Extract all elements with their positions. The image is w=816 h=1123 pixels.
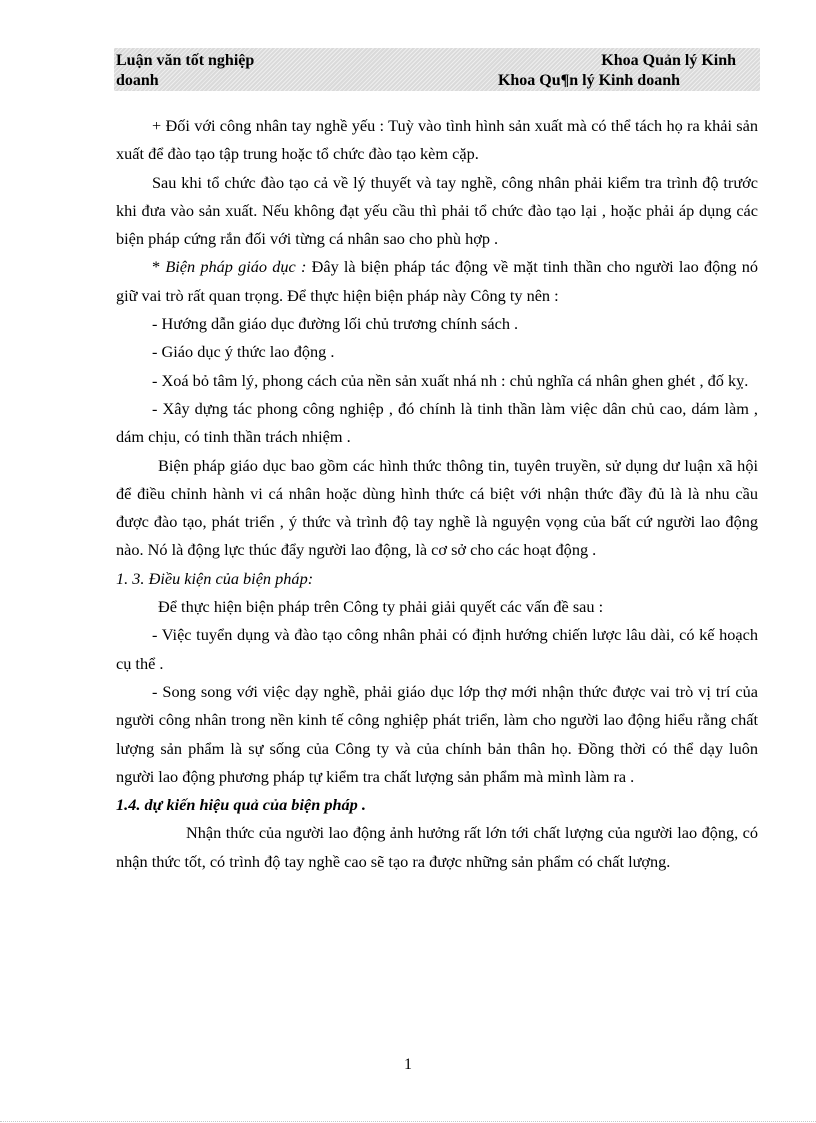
paragraph-expected-results: Nhận thức của người lao động ảnh hưởng rất lớn tới chất lượng của người lao động, có nhận thức tốt, có trình độ tay nghề cao sẽ tạo ra được những sản phẩm có chất lượng. <box>116 823 758 871</box>
list-item-recruitment: - Việc tuyển dụng và đào tạo công nhân phải có định hướng chiến lược lâu dài, có kế hoạch cụ thể . <box>116 625 758 673</box>
paragraph-education-forms: Biện pháp giáo dục bao gồm các hình thức thông tin, tuyên truyền, sử dụng dư luận xã hội để điều chỉnh hành vi cá nhân hoặc dùng hình thức cá biệt với nhận thức đầy đủ là là nhu cầu được đào tạo, phát triển , ý thức và trình độ tay nghề là nguyện vọng của bất cứ người lao động nào. Nó là động lực thúc đẩy người lao động, là cơ sở cho các hoạt động . <box>116 455 758 560</box>
paragraph-after-training: Sau khi tổ chức đào tạo cả về lý thuyết và tay nghề, công nhân phải kiểm tra trình độ trước khi đưa vào sản xuất. Nếu không đạt yếu cầu thì phải tổ chức đào tạo lại , hoặc phải áp dụng các biện pháp cứng rắn đối với từng cá nhân sao cho phù hợp . <box>116 172 758 249</box>
paragraph-conditions-intro: Để thực hiện biện pháp trên Công ty phải giải quyết các vấn đề sau : <box>158 597 604 617</box>
paragraph-weak-workers: + Đối với công nhân tay nghề yếu : Tuỳ vào tình hình sản xuất mà có thể tách họ ra khải sản xuất để đào tạo tập trung hoặc tổ chức đào tạo kèm cặp. <box>116 116 758 164</box>
page-number: 1 <box>404 1056 412 1073</box>
education-measure-text: Đây là biện pháp tác động về mặt tinh thần cho người lao động nó giữ vai trò rất quan trọng. Để thực hiện biện pháp này Công ty nên : <box>116 257 758 305</box>
document-body <box>116 112 758 876</box>
header-right-line1: Khoa Quản lý Kinh <box>601 52 736 69</box>
page-header <box>114 48 760 91</box>
section-heading-conditions: 1. 3. Điều kiện của biện pháp: <box>116 568 314 588</box>
list-item-labor-awareness: - Giáo dục ý thức lao động . <box>152 342 335 362</box>
bullet-star: * <box>152 257 166 277</box>
header-left-line1: Luận văn tốt nghiệp <box>116 52 255 69</box>
page-bottom-divider <box>0 1121 816 1122</box>
list-item-industrial-style: - Xây dựng tác phong công nghiệp , đó chính là tinh thần làm việc dân chủ cao, dám làm , dám chịu, có tinh thần trách nhiệm . <box>116 398 758 447</box>
header-left-line2: doanh <box>116 72 159 89</box>
section-heading-expected-results: 1.4. dự kiến hiệu quả của biện pháp . <box>116 795 366 815</box>
header-right-line2: Khoa Qu¶n lý Kinh doanh <box>497 72 680 89</box>
list-item-guidance: - Hướng dẫn giáo dục đường lối chủ trương chính sách . <box>152 314 519 334</box>
list-item-remove-mindset: - Xoá bỏ tâm lý, phong cách của nền sản xuất nhá nh : chủ nghĩa cá nhân ghen ghét , đố kỵ. <box>152 370 749 390</box>
education-measure-label: Biện pháp giáo dục : <box>165 257 307 277</box>
paragraph-education-measure <box>116 253 758 310</box>
list-item-parallel-teaching: - Song song với việc dạy nghề, phải giáo dục lớp thợ mới nhận thức được vai trò vị trí của người công nhân trong nền kinh tế công nghiệp phát triển, làm cho người lao động hiểu rằng chất lượng sản phẩm là sự sống của Công ty và của chính bản thân họ. Đồng thời có thể dạy luôn người lao động phương pháp tự kiểm tra chất lượng sản phẩm mà mình làm ra . <box>116 681 758 786</box>
